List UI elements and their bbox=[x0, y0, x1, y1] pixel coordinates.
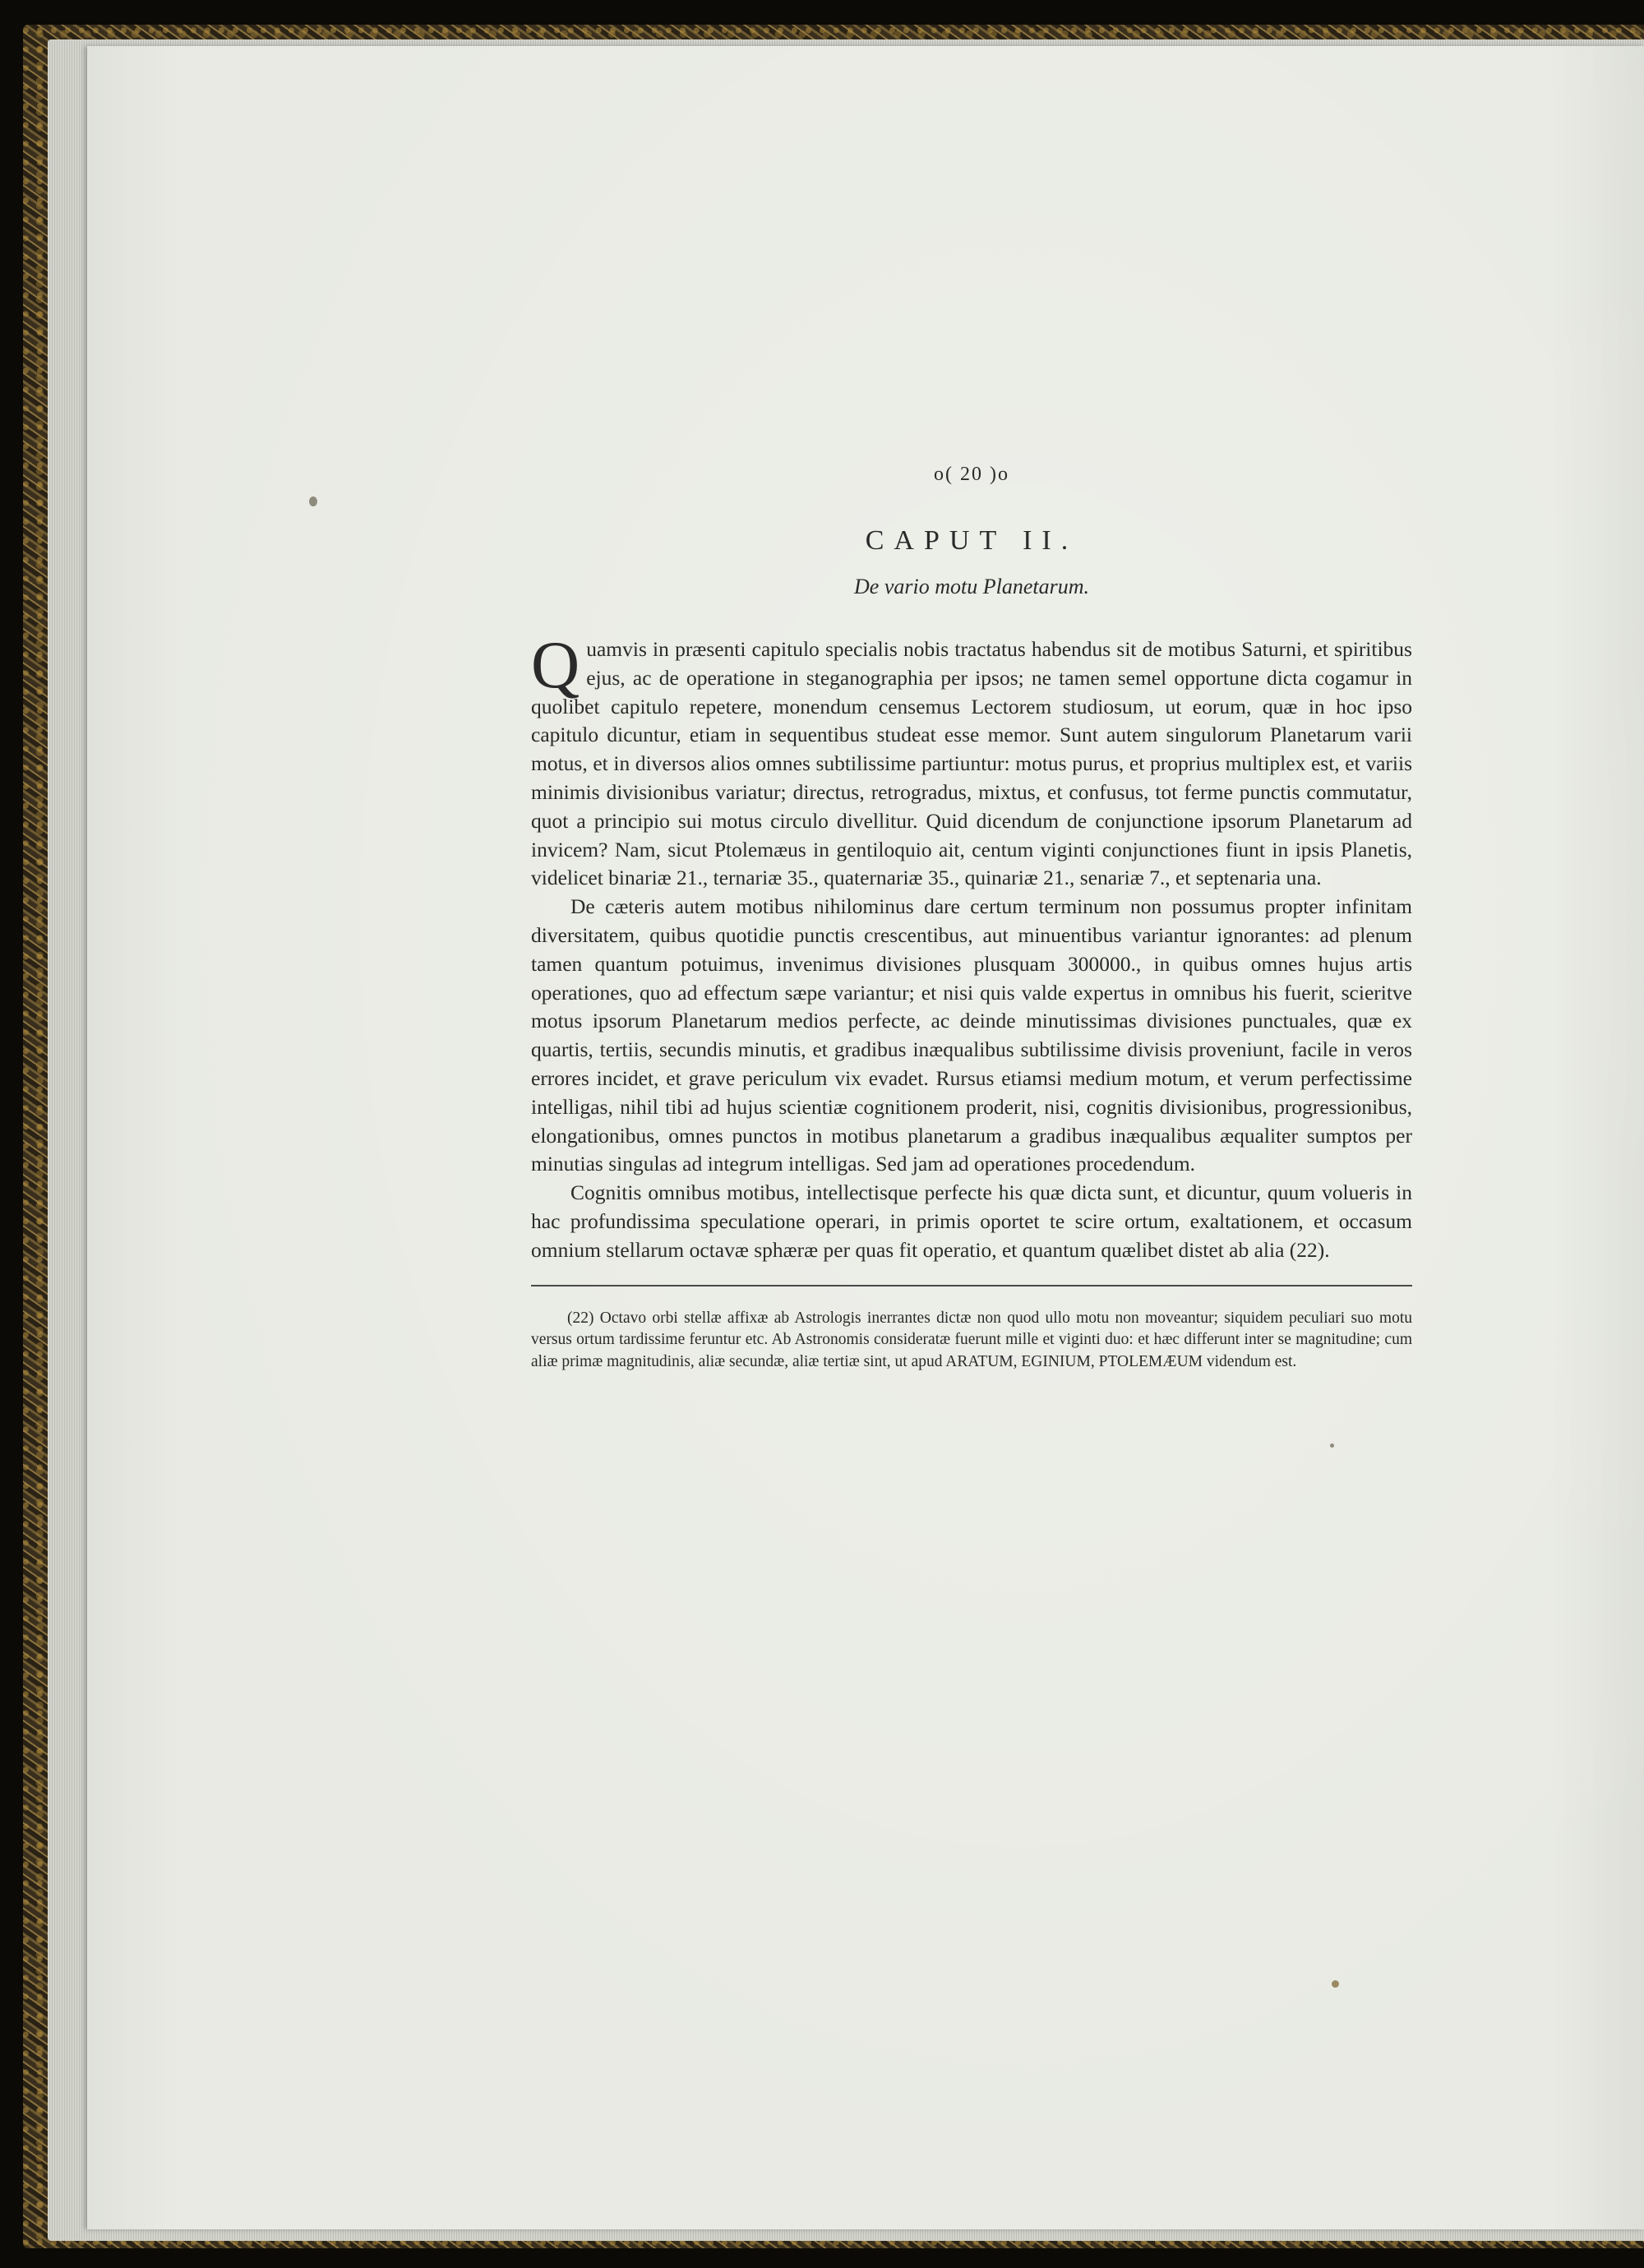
paper-speck bbox=[1332, 1980, 1339, 1988]
paragraph-text: uamvis in præsenti capitulo specialis nobis tractatus habendus sit de motibus Saturni, et spiritibus ejus, ac de operatione in steganographia per ipsos; ne tamen semel opportune dicta cogamur in quolibet capitulo repetere, monendum censemus Lectorem studiosum, ut eorum, quæ in hoc ipso capitulo dicuntur, etiam in sequentibus studeat esse memor. Sunt autem singulorum Planetarum varii motus, et in diversos alios omnes subtilissime partiuntur: motus purus, et proprius multiplex est, et variis minimis divisionibus variatur; directus, retrogradus, mixtus, et confusus, tot ferme punctis commutatur, quot a principio sui motus circulo divellitur. Quid dicendum de conjunctione ipsorum Planetarum ad invicem? Nam, sicut Ptolemæus in gentiloquio ait, centum viginti conjunctiones fiunt in ipsis Planetis, videlicet binariæ 21., ternariæ 35., quaternariæ 35., quinariæ 21., senariæ 7., et septenaria una. bbox=[531, 637, 1412, 890]
body-paragraph: Cognitis omnibus motibus, intellectisque perfecte his quæ dicta sunt, et dicuntur, quum volueris in hac profundissima speculatione operari, in primis oportet te scire ortum, exaltationem, et occasum omnium stellarum octavæ sphæræ per quas fit operatio, et quantum quælibet distet ab alia (22). bbox=[531, 1180, 1412, 1262]
book-page bbox=[87, 46, 1644, 2229]
footnote: (22) Octavo orbi stellæ affixæ ab Astrologis inerrantes dictæ non quod ullo motu non moveantur; siquidem peculiari suo motu versus ortum tardissime feruntur etc. Ab Astronomis consideratæ fuerunt mille et viginti duo: et hæc differunt inter se magnitudine; cum aliæ primæ magnitudinis, aliæ secundæ, aliæ tertiæ sint, ut apud ARATUM, EGINIUM, PTOLEMÆUM videndum est. bbox=[531, 1309, 1412, 1370]
paper-speck bbox=[309, 497, 317, 506]
text-block bbox=[531, 464, 1412, 1373]
body-paragraph: De cæteris autem motibus nihilominus dare certum terminum non possumus propter infinitam diversitatem, quibus quotidie punctis crescentibus, aut minuentibus variantur ignorantes: ad plenum tamen quantum potuimus, invenimus divisiones plusquam 300000., in quibus omnes hujus artis operationes, quo ad effectum sæpe variantur; et nisi quis valde expertus in omnibus his fuerit, scieritve motus ipsorum Planetarum medios perfecte, ac deinde minutissimas divisiones punctuales, quæ ex quartis, tertiis, secundis minutis, et gradibus inæqualibus subtilissime divisis proveniunt, facile in veros errores incidet, et grave periculum vix evadet. Rursus etiamsi medium motum, et verum perfectissime intelligas, nihil tibi ad hujus scientiæ cognitionem proderit, nisi, cognitis divisionibus, progressionibus, elongationibus, omnes punctos in motibus planetarum a gradibus inæqualibus æqualiter sumptos per minutias singulas ad integrum intelligas. Sed jam ad operationes procedendum. bbox=[531, 894, 1412, 1176]
body-paragraph bbox=[531, 627, 1412, 893]
chapter-title: CAPUT II. bbox=[865, 525, 1078, 556]
page-number: o( 20 )o bbox=[934, 464, 1009, 485]
drop-cap: Q bbox=[531, 627, 580, 702]
paper-speck bbox=[1330, 1443, 1334, 1448]
chapter-subtitle: De vario motu Planetarum. bbox=[854, 575, 1089, 598]
footnote-divider bbox=[531, 1285, 1412, 1286]
